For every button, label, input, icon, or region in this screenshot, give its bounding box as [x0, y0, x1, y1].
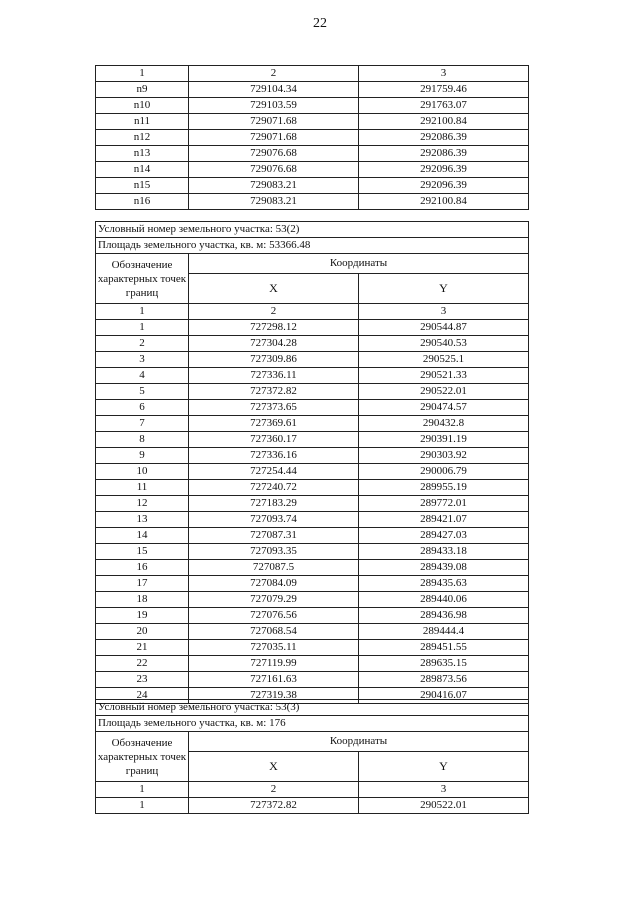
x-coordinate-cell: 727068.54: [189, 624, 359, 640]
column-number: 1: [96, 66, 189, 82]
table-row: [96, 368, 529, 384]
table-row: [96, 560, 529, 576]
table-row: [96, 416, 529, 432]
coordinates-header: Координаты: [189, 254, 529, 274]
point-cell: n13: [96, 146, 189, 162]
table-body: [96, 782, 529, 814]
x-coordinate-cell: 729071.68: [189, 114, 359, 130]
y-coordinate-cell: 291759.46: [359, 82, 529, 98]
point-designation-header: Обозначение характерных точек границ: [96, 254, 189, 304]
table-body: [96, 304, 529, 704]
point-cell: 6: [96, 400, 189, 416]
table-row: [96, 146, 529, 162]
point-cell: 2: [96, 336, 189, 352]
table-row: [96, 432, 529, 448]
x-coordinate-cell: 729103.59: [189, 98, 359, 114]
parcel-area-row: [96, 716, 529, 732]
point-cell: 9: [96, 448, 189, 464]
point-cell: 1: [96, 320, 189, 336]
point-cell: 14: [96, 528, 189, 544]
x-coordinate-cell: 729076.68: [189, 146, 359, 162]
y-coordinate-cell: 289635.15: [359, 656, 529, 672]
column-number: 3: [359, 66, 529, 82]
table-row: [96, 640, 529, 656]
y-coordinate-cell: 289451.55: [359, 640, 529, 656]
header-row: [96, 254, 529, 274]
x-coordinate-cell: 727319.38: [189, 688, 359, 704]
y-coordinate-cell: 289427.03: [359, 528, 529, 544]
table-row: [96, 98, 529, 114]
x-coordinate-cell: 727183.29: [189, 496, 359, 512]
point-cell: 17: [96, 576, 189, 592]
x-coordinate-cell: 727304.28: [189, 336, 359, 352]
column-number: 1: [96, 304, 189, 320]
table-row: [96, 194, 529, 210]
table-row: [96, 448, 529, 464]
table-row: [96, 336, 529, 352]
x-coordinate-cell: 727336.16: [189, 448, 359, 464]
y-header: Y: [359, 274, 529, 304]
table-row: [96, 576, 529, 592]
column-number-row: [96, 66, 529, 82]
page-number: 22: [313, 16, 327, 31]
x-coordinate-cell: 727119.99: [189, 656, 359, 672]
table-row: [96, 656, 529, 672]
y-coordinate-cell: 289436.98: [359, 608, 529, 624]
point-cell: n14: [96, 162, 189, 178]
x-coordinate-cell: 729076.68: [189, 162, 359, 178]
point-cell: 5: [96, 384, 189, 400]
table-row: [96, 114, 529, 130]
y-coordinate-cell: 290540.53: [359, 336, 529, 352]
point-cell: 21: [96, 640, 189, 656]
point-cell: 23: [96, 672, 189, 688]
point-cell: 1: [96, 798, 189, 814]
x-coordinate-cell: 727254.44: [189, 464, 359, 480]
x-coordinate-cell: 727240.72: [189, 480, 359, 496]
table-row: [96, 178, 529, 194]
x-coordinate-cell: 727372.82: [189, 384, 359, 400]
y-coordinate-cell: 289433.18: [359, 544, 529, 560]
point-cell: 4: [96, 368, 189, 384]
y-coordinate-cell: 290391.19: [359, 432, 529, 448]
table-row: [96, 400, 529, 416]
y-coordinate-cell: 289435.63: [359, 576, 529, 592]
column-number: 3: [359, 304, 529, 320]
x-coordinate-cell: 727087.31: [189, 528, 359, 544]
x-coordinate-cell: 727076.56: [189, 608, 359, 624]
x-coordinate-cell: 727298.12: [189, 320, 359, 336]
table-row: [96, 544, 529, 560]
x-coordinate-cell: 729083.21: [189, 178, 359, 194]
y-coordinate-cell: 289955.19: [359, 480, 529, 496]
point-cell: 19: [96, 608, 189, 624]
point-designation-header: Обозначение характерных точек границ: [96, 732, 189, 782]
point-cell: 10: [96, 464, 189, 480]
point-cell: n12: [96, 130, 189, 146]
point-cell: n11: [96, 114, 189, 130]
x-coordinate-cell: 727093.35: [189, 544, 359, 560]
y-coordinate-cell: 292086.39: [359, 146, 529, 162]
y-coordinate-cell: 290303.92: [359, 448, 529, 464]
point-cell: n10: [96, 98, 189, 114]
table-row: [96, 608, 529, 624]
x-coordinate-cell: 727084.09: [189, 576, 359, 592]
parcel-number: Условный номер земельного участка: 53(3): [96, 700, 529, 716]
y-coordinate-cell: 290521.33: [359, 368, 529, 384]
x-header: X: [189, 274, 359, 304]
x-coordinate-cell: 727079.29: [189, 592, 359, 608]
y-coordinate-cell: 290474.57: [359, 400, 529, 416]
x-header: X: [189, 752, 359, 782]
x-coordinate-cell: 729071.68: [189, 130, 359, 146]
table-row: [96, 798, 529, 814]
y-coordinate-cell: 290416.07: [359, 688, 529, 704]
y-coordinate-cell: 290522.01: [359, 384, 529, 400]
point-cell: 16: [96, 560, 189, 576]
table-row: [96, 464, 529, 480]
x-coordinate-cell: 727161.63: [189, 672, 359, 688]
y-coordinate-cell: 292100.84: [359, 194, 529, 210]
column-number-row: [96, 782, 529, 798]
y-coordinate-cell: 290525.1: [359, 352, 529, 368]
point-cell: 20: [96, 624, 189, 640]
y-coordinate-cell: 291763.07: [359, 98, 529, 114]
x-coordinate-cell: 727369.61: [189, 416, 359, 432]
x-coordinate-cell: 727360.17: [189, 432, 359, 448]
point-cell: 12: [96, 496, 189, 512]
table-row: [96, 384, 529, 400]
point-cell: 11: [96, 480, 189, 496]
table-row: [96, 672, 529, 688]
y-coordinate-cell: 289772.01: [359, 496, 529, 512]
y-coordinate-cell: 290432.8: [359, 416, 529, 432]
y-coordinate-cell: 292100.84: [359, 114, 529, 130]
table-row: [96, 480, 529, 496]
x-coordinate-cell: 727093.74: [189, 512, 359, 528]
table-body: [96, 66, 529, 210]
table-row: [96, 162, 529, 178]
table-row: [96, 82, 529, 98]
point-cell: 3: [96, 352, 189, 368]
parcel-area-row: [96, 238, 529, 254]
parcel-number-row: [96, 700, 529, 716]
table-row: [96, 592, 529, 608]
x-coordinate-cell: 729104.34: [189, 82, 359, 98]
table-row: [96, 528, 529, 544]
parcel-area: Площадь земельного участка, кв. м: 176: [96, 716, 529, 732]
column-number: 3: [359, 782, 529, 798]
table-row: [96, 320, 529, 336]
x-coordinate-cell: 727336.11: [189, 368, 359, 384]
table-row: [96, 130, 529, 146]
header-row: [96, 732, 529, 752]
x-coordinate-cell: 727087.5: [189, 560, 359, 576]
y-coordinate-cell: 290544.87: [359, 320, 529, 336]
x-coordinate-cell: 729083.21: [189, 194, 359, 210]
y-coordinate-cell: 289421.07: [359, 512, 529, 528]
point-cell: n15: [96, 178, 189, 194]
coordinates-table-parcel-53-2: [95, 221, 529, 704]
coordinates-table-parcel-53-3: [95, 699, 529, 814]
y-coordinate-cell: 289439.08: [359, 560, 529, 576]
table-row: [96, 512, 529, 528]
point-cell: 24: [96, 688, 189, 704]
table-row: [96, 624, 529, 640]
point-cell: 15: [96, 544, 189, 560]
y-coordinate-cell: 289873.56: [359, 672, 529, 688]
x-coordinate-cell: 727372.82: [189, 798, 359, 814]
y-coordinate-cell: 292086.39: [359, 130, 529, 146]
point-cell: 8: [96, 432, 189, 448]
y-coordinate-cell: 290006.79: [359, 464, 529, 480]
column-number: 2: [189, 304, 359, 320]
x-coordinate-cell: 727035.11: [189, 640, 359, 656]
column-number-row: [96, 304, 529, 320]
y-coordinate-cell: 292096.39: [359, 178, 529, 194]
x-coordinate-cell: 727373.65: [189, 400, 359, 416]
parcel-number: Условный номер земельного участка: 53(2): [96, 222, 529, 238]
point-cell: n16: [96, 194, 189, 210]
point-cell: 13: [96, 512, 189, 528]
y-coordinate-cell: 289444.4: [359, 624, 529, 640]
coordinates-header: Координаты: [189, 732, 529, 752]
y-header: Y: [359, 752, 529, 782]
column-number: 2: [189, 66, 359, 82]
column-number: 2: [189, 782, 359, 798]
y-coordinate-cell: 289440.06: [359, 592, 529, 608]
y-coordinate-cell: 292096.39: [359, 162, 529, 178]
table-row: [96, 496, 529, 512]
table-row: [96, 352, 529, 368]
point-cell: 7: [96, 416, 189, 432]
y-coordinate-cell: 290522.01: [359, 798, 529, 814]
coordinates-table-continuation: [95, 65, 529, 210]
point-cell: 18: [96, 592, 189, 608]
x-coordinate-cell: 727309.86: [189, 352, 359, 368]
point-cell: n9: [96, 82, 189, 98]
parcel-number-row: [96, 222, 529, 238]
column-number: 1: [96, 782, 189, 798]
point-cell: 22: [96, 656, 189, 672]
parcel-area: Площадь земельного участка, кв. м: 53366.48: [96, 238, 529, 254]
